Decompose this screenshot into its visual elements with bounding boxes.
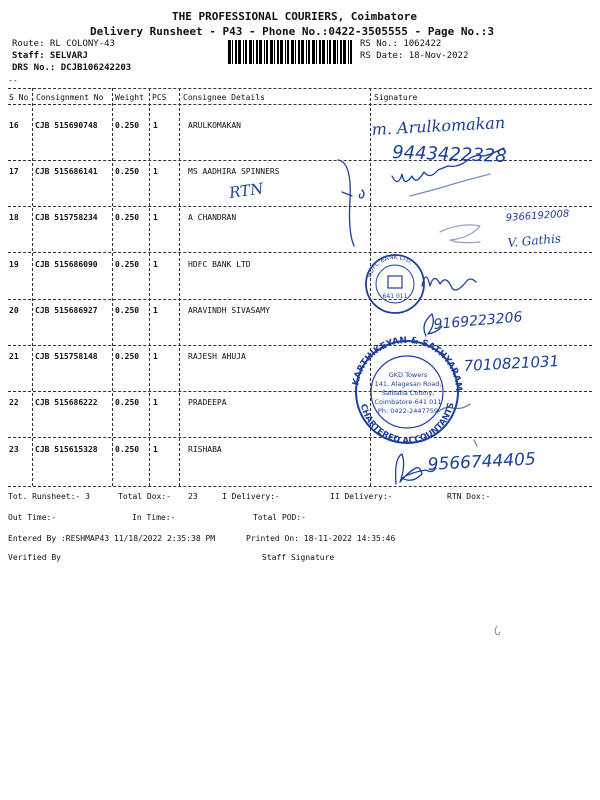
header-dashes: -- bbox=[8, 76, 18, 85]
ink-dot bbox=[474, 440, 477, 446]
row-sno: 16 bbox=[9, 121, 19, 130]
company-title: THE PROFESSIONAL COURIERS, Coimbatore bbox=[172, 10, 418, 23]
row-consignment: CJB 515615328 bbox=[35, 445, 98, 454]
row-weight: 0.250 bbox=[115, 306, 140, 315]
ii-delivery: II Delivery:- bbox=[330, 492, 393, 501]
row-consignee: A CHANDRAN bbox=[188, 213, 237, 222]
row-sno: 19 bbox=[9, 260, 19, 269]
handwritten-scribble bbox=[440, 225, 480, 243]
i-delivery: I Delivery:- bbox=[222, 492, 280, 501]
handwritten-phone: 9366192008 bbox=[505, 208, 570, 224]
handwritten-signature: V. Gathis bbox=[507, 231, 562, 250]
col-header-signature: Signature bbox=[374, 93, 418, 102]
col-header-sno: S No bbox=[9, 93, 29, 102]
row-sno: 17 bbox=[9, 167, 19, 176]
row-sno: 20 bbox=[9, 306, 19, 315]
ca-stamp bbox=[351, 336, 463, 446]
row-consignment: CJB 515686090 bbox=[35, 260, 98, 269]
row-weight: 0.250 bbox=[115, 398, 140, 407]
row-pcs: 1 bbox=[153, 121, 158, 130]
row-consignment: CJB 515690748 bbox=[35, 121, 98, 130]
stamp-text: HDFC BANK LTD. bbox=[365, 253, 415, 279]
handwritten-phone: 9443422328 bbox=[391, 142, 508, 167]
rs-number: RS No.: 1062422 bbox=[360, 39, 442, 49]
drs-number: DRS No.: DCJB106242203 bbox=[12, 63, 132, 73]
total-dox-value: 23 bbox=[188, 492, 198, 501]
handwritten-rtn: RTN bbox=[228, 179, 265, 202]
stamp-text: 141, Alagesan Road, bbox=[374, 380, 442, 388]
row-pcs: 1 bbox=[153, 213, 158, 222]
col-header-consignee: Consignee Details bbox=[183, 93, 265, 102]
row-sno: 23 bbox=[9, 445, 19, 454]
row-weight: 0.250 bbox=[115, 260, 140, 269]
row-consignee: RISHABA bbox=[188, 445, 222, 454]
stamp-text: 641 011 bbox=[382, 293, 408, 300]
stray-mark bbox=[495, 626, 500, 635]
staff-label: Staff: SELVARJ bbox=[12, 51, 88, 61]
total-dox-label: Total Dox:- bbox=[118, 492, 171, 501]
row-consignee: ARULKOMAKAN bbox=[188, 121, 241, 130]
hdfc-stamp bbox=[366, 254, 424, 313]
row-consignment: CJB 515686927 bbox=[35, 306, 98, 315]
handwritten-phone: 9169223206 bbox=[432, 309, 524, 333]
stamp-text: Saibaba Colony, bbox=[381, 389, 435, 397]
stamp-text: CHARTERED ACCOUNTANTS bbox=[357, 401, 457, 447]
total-pod: Total POD:- bbox=[253, 513, 306, 522]
row-consignment: CJB 515686141 bbox=[35, 167, 98, 176]
handwritten-phone: 7010821031 bbox=[463, 352, 560, 375]
row-sno: 22 bbox=[9, 398, 19, 407]
row-consignee: ARAVINDH SIVASAMY bbox=[188, 306, 270, 315]
row-pcs: 1 bbox=[153, 260, 158, 269]
row-sno: 21 bbox=[9, 352, 19, 361]
stamp-text: GKD Towers bbox=[388, 371, 428, 379]
row-consignment: CJB 515686222 bbox=[35, 398, 98, 407]
printed-on: Printed On: 18-11-2022 14:35:46 bbox=[246, 534, 396, 543]
row-pcs: 1 bbox=[153, 306, 158, 315]
handwritten-phone: 9566744405 bbox=[427, 449, 537, 475]
row-weight: 0.250 bbox=[115, 213, 140, 222]
out-time: Out Time:- bbox=[8, 513, 57, 522]
row-pcs: 1 bbox=[153, 398, 158, 407]
stamp-text: Ph: 0422-2447759 bbox=[377, 407, 439, 415]
handwritten-bracket bbox=[338, 160, 354, 246]
stamp-text: KARTHIKEYAN & SATHYARAM bbox=[351, 335, 464, 392]
staff-signature: Staff Signature bbox=[262, 553, 335, 562]
row-weight: 0.250 bbox=[115, 445, 140, 454]
runsheet-title: Delivery Runsheet - P43 - Phone No.:0422-3505555 - Page No.:3 bbox=[90, 25, 494, 38]
route-label: Route: RL COLONY-43 bbox=[12, 39, 115, 49]
handwritten-signature: m. Arulkomakan bbox=[371, 113, 506, 139]
rs-date: RS Date: 18-Nov-2022 bbox=[360, 51, 469, 61]
handwritten-mark bbox=[342, 190, 364, 198]
row-consignee: RAJESH AHUJA bbox=[188, 352, 246, 361]
col-header-weight: Weight bbox=[115, 93, 144, 102]
col-header-consignment: Consignment No bbox=[36, 93, 104, 102]
row-pcs: 1 bbox=[153, 445, 158, 454]
handwritten-stroke bbox=[410, 174, 490, 196]
row-consignment: CJB 515758148 bbox=[35, 352, 98, 361]
in-time: In Time:- bbox=[132, 513, 176, 522]
entered-by: Entered By :RESHMAP43 11/18/2022 2:35:38 PM bbox=[8, 534, 216, 543]
row-consignment: CJB 515758234 bbox=[35, 213, 98, 222]
col-header-pcs: PCS bbox=[152, 93, 167, 102]
stamp-text: Coimbatore-641 011 bbox=[374, 398, 442, 406]
row-pcs: 1 bbox=[153, 167, 158, 176]
tot-runsheet: Tot. Runsheet:- 3 bbox=[8, 492, 90, 501]
row-weight: 0.250 bbox=[115, 352, 140, 361]
row-weight: 0.250 bbox=[115, 121, 140, 130]
row-consignee: HDFC BANK LTD bbox=[188, 260, 251, 269]
row-weight: 0.250 bbox=[115, 167, 140, 176]
row-sno: 18 bbox=[9, 213, 19, 222]
handwritten-signature bbox=[422, 277, 476, 290]
rtn-dox: RTN Dox:- bbox=[447, 492, 491, 501]
row-pcs: 1 bbox=[153, 352, 158, 361]
row-consignee: PRADEEPA bbox=[188, 398, 227, 407]
row-consignee: MS AADHIRA SPINNERS bbox=[188, 167, 280, 176]
verified-by: Verified By bbox=[8, 553, 61, 562]
